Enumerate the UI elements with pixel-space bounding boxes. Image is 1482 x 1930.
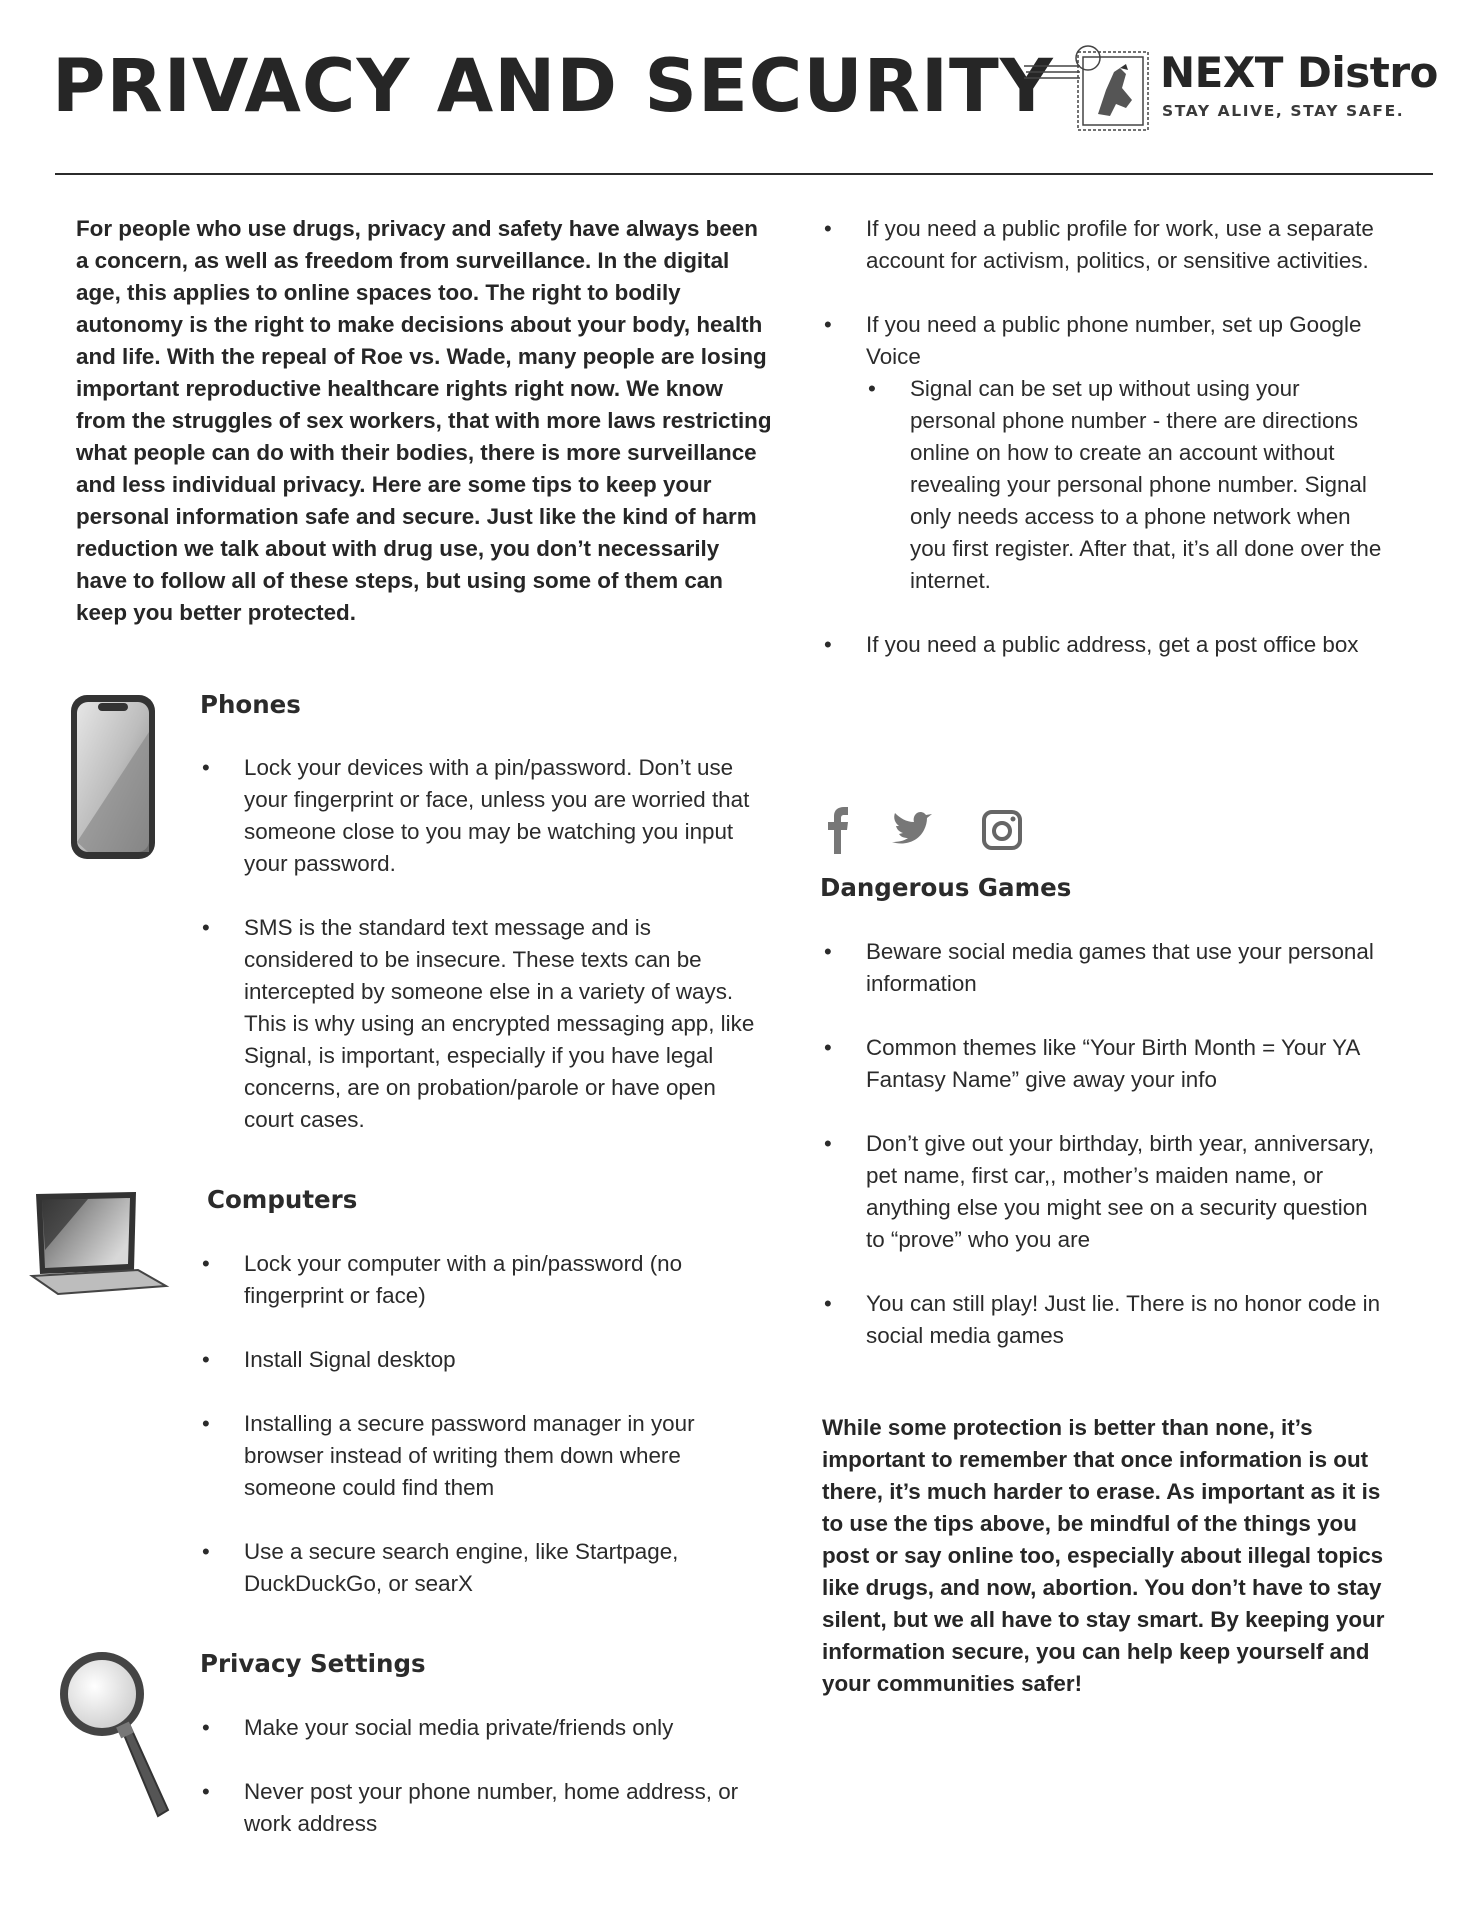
list-item: • If you need a public profile for work, use a separate account for activism, politics, or sensitive activities. bbox=[822, 213, 1382, 277]
page-title: PRIVACY AND SECURITY bbox=[52, 44, 1054, 129]
phone-illustration-icon bbox=[68, 692, 160, 864]
header-divider bbox=[55, 173, 1433, 175]
list-item: • Beware social media games that use your personal information bbox=[822, 936, 1392, 1000]
social-icons bbox=[820, 806, 1050, 856]
sub-list bbox=[866, 373, 1382, 597]
list-item: • SMS is the standard text message and is considered to be insecure. These texts can be intercepted by someone else in a variety of ways. This is why using an encrypted messaging app, like Signal, is important, especially if you have legal concerns, are on probation/parole or have open court cases. bbox=[200, 912, 760, 1136]
twitter-icon bbox=[892, 812, 932, 844]
list-item: • Common themes like “Your Birth Month = Your YA Fantasy Name” give away your info bbox=[822, 1032, 1392, 1096]
instagram-icon bbox=[984, 812, 1020, 848]
list-item: • Make your social media private/friends only bbox=[200, 1712, 770, 1744]
computers-list bbox=[200, 1248, 770, 1632]
intro-paragraph: For people who use drugs, privacy and safety have always been a concern, as well as freedom from surveillance. In the digital age, this applies to online spaces too. The right to bodily autonomy is the right to make decisions about your body, health and life. With the repeal of Roe vs. Wade, many people are losing important reproductive healthcare rights right now. We know from the struggles of sex workers, that with more laws restricting what people can do with their bodies, there is more surveillance and less individual privacy. Here are some tips to keep your personal information safe and secure. Just like the kind of harm reduction we talk about with drug use, you don’t necessarily have to follow all of these steps, but using some of them can keep you better protected. bbox=[76, 216, 772, 625]
list-item: • If you need a public address, get a post office box bbox=[822, 629, 1382, 661]
facebook-icon bbox=[828, 807, 848, 854]
brand-name: NEXT Distro bbox=[1160, 48, 1438, 97]
computers-heading: Computers bbox=[207, 1185, 358, 1214]
public-presence-list bbox=[822, 213, 1382, 693]
dangerous-games-list bbox=[822, 936, 1392, 1384]
list-item-text: If you need a public phone number, set up Google Voice bbox=[866, 312, 1362, 369]
list-item: • Use a secure search engine, like Startpage, DuckDuckGo, or searX bbox=[200, 1536, 770, 1600]
sub-list-item: • Signal can be set up without using your personal phone number - there are directions online on how to create an account without revealing your personal phone number. Signal only needs access to a phone network when you first register. After that, it’s all done over the internet. bbox=[866, 373, 1382, 597]
list-item: • Lock your computer with a pin/password (no fingerprint or face) bbox=[200, 1248, 770, 1312]
brand-tagline: STAY ALIVE, STAY SAFE. bbox=[1162, 102, 1405, 120]
laptop-illustration-icon bbox=[28, 1190, 170, 1298]
dangerous-games-heading: Dangerous Games bbox=[820, 873, 1072, 902]
list-item: • Install Signal desktop bbox=[200, 1344, 770, 1376]
list-item: • Never post your phone number, home address, or work address bbox=[200, 1776, 770, 1840]
privacy-settings-list bbox=[200, 1712, 770, 1872]
closing-paragraph: While some protection is better than none, it’s important to remember that once information is out there, it’s much harder to erase. As important as it is to use the tips above, be mindful of the things you post or say online too, especially about illegal topics like drugs, and now, abortion. You don’t have to stay silent, but we all have to stay smart. By keeping your information secure, you can help keep yourself and your communities safer! bbox=[822, 1415, 1385, 1696]
list-item: • Lock your devices with a pin/password. Don’t use your fingerprint or face, unless you are worried that someone close to you may be watching you input your password. bbox=[200, 752, 760, 880]
phones-list bbox=[200, 752, 760, 1168]
list-item bbox=[822, 309, 1382, 597]
phones-heading: Phones bbox=[200, 690, 301, 719]
stamp-bird-icon bbox=[1022, 44, 1154, 134]
list-item: • Don’t give out your birthday, birth year, anniversary, pet name, first car,, mother’s maiden name, or anything else you might see on a security question to “prove” who you are bbox=[822, 1128, 1392, 1256]
privacy-settings-heading: Privacy Settings bbox=[200, 1649, 426, 1678]
brand-logo bbox=[1022, 44, 1438, 134]
list-item: • You can still play! Just lie. There is no honor code in social media games bbox=[822, 1288, 1392, 1352]
list-item: • Installing a secure password manager in your browser instead of writing them down where someone could find them bbox=[200, 1408, 770, 1504]
magnifier-illustration-icon bbox=[58, 1650, 174, 1822]
